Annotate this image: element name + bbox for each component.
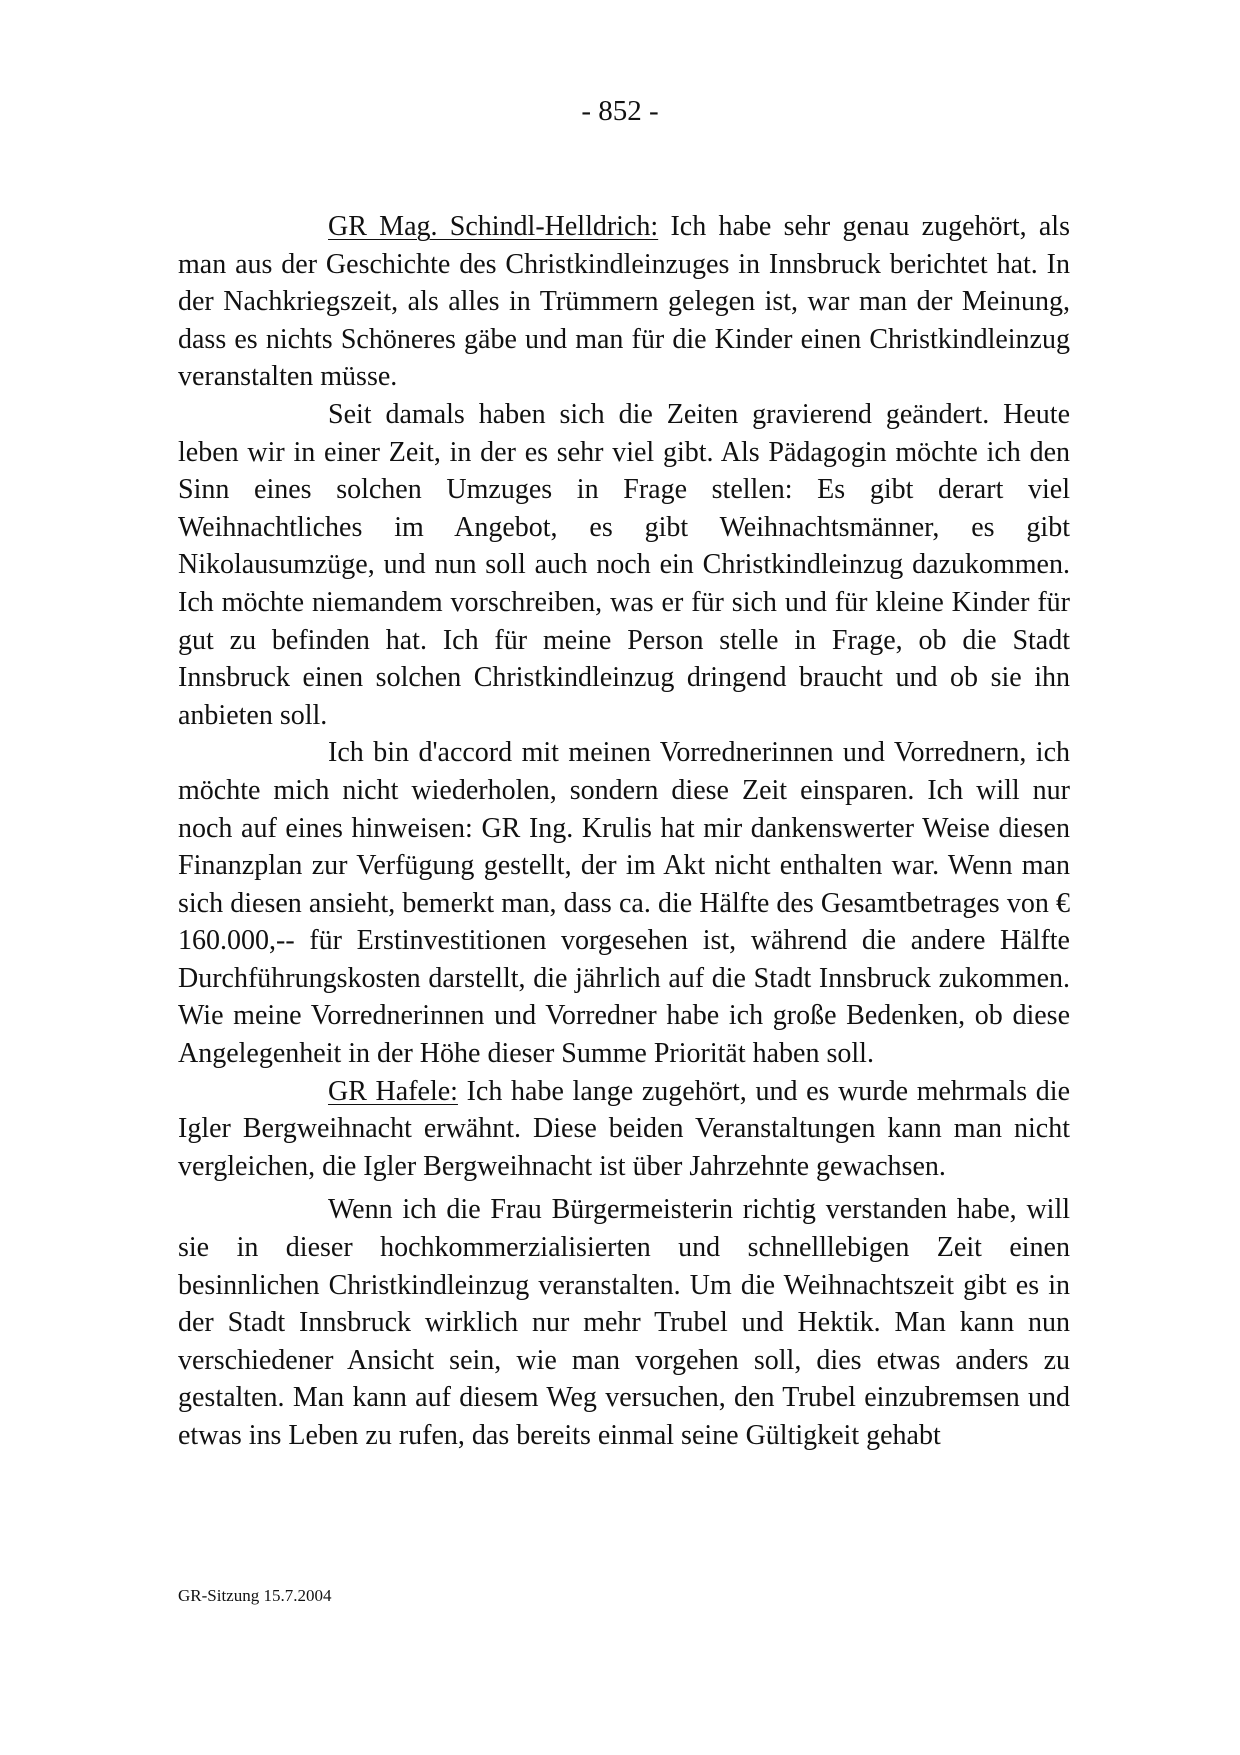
paragraph-text: Ich habe sehr genau zugehört, als man aus der Geschichte des Christkindleinzuges in Innsbruck berichtet hat. In der Nachkriegszeit, als alles in Trümmern gelegen ist, war man der Meinung, dass es nichts Schöneres gäbe und man für die Kinder einen Christkindleinzug veranstalten müsse. [178,211,1070,393]
footer-session-date: GR-Sitzung 15.7.2004 [178,1586,332,1605]
speaker-name: GR Mag. Schindl-Helldrich: [328,211,659,242]
paragraph [178,1191,1070,1454]
paragraph-text: Ich habe lange zugehört, und es wurde mehrmals die Igler Bergweihnacht erwähnt. Diese beiden Veranstaltungen kann man nicht vergleichen, die Igler Bergweihnacht ist über Jahrzehnte gewachsen. [178,1075,1070,1182]
paragraph-text: Wenn ich die Frau Bürgermeisterin richtig verstanden habe, will sie in dieser hochkommerzialisierten und schnelllebigen Zeit einen besinnlichen Christkindleinzug veranstalten. Um die Weihnachtszeit gibt es in der Stadt Innsbruck wirklich nur mehr Trubel und Hektik. Man kann nun verschiedener Ansicht sein, wie man vorgehen soll, dies etwas anders zu gestalten. Man kann auf diesem Weg versuchen, den Trubel einzubremsen und etwas ins Leben zu rufen, das bereits einmal seine Gültigkeit gehabt [178,1194,1070,1451]
paragraph-text: Ich bin d'accord mit meinen Vorrednerinnen und Vorrednern, ich möchte mich nicht wiederholen, sondern diese Zeit einsparen. Ich will nur noch auf eines hinweisen: GR Ing. Krulis hat mir dankenswerter Weise diesen Finanzplan zur Verfügung gestellt, der im Akt nicht enthalten war. Wenn man sich diesen ansieht, bemerkt man, dass ca. die Hälfte des Gesamtbetrages von € 160.000,-- für Erstinvestitionen vorgesehen ist, während die andere Hälfte Durchführungskosten darstellt, die jährlich auf die Stadt Innsbruck zukommen. Wie meine Vorrednerinnen und Vorredner habe ich große Bedenken, ob diese Angelegenheit in der Höhe dieser Summe Priorität haben soll. [178,737,1070,1070]
paragraph-text: Seit damals haben sich die Zeiten gravierend geändert. Heute leben wir in einer Zeit, in der es sehr viel gibt. Als Pädagogin möchte ich den Sinn eines solchen Umzuges in Frage stellen: Es gibt derart viel Weihnachtliches im Angebot, es gibt Weihnachtsmänner, es gibt Nikolausumzüge, und nun soll auch noch ein Christkindleinzug dazukommen. Ich möchte niemandem vorschreiben, was er für sich und für kleine Kinder für gut zu befinden hat. Ich für meine Person stelle in Frage, ob die Stadt Innsbruck einen solchen Christkindleinzug dringend braucht und ob sie ihn anbieten soll. [178,398,1070,731]
paragraph [178,396,1070,734]
document-body [178,208,1070,1455]
paragraph-schindl-helldrich [178,208,1070,396]
paragraph-hafele [178,1073,1070,1186]
page-number: - 852 - [581,95,659,127]
speaker-name: GR Hafele: [328,1075,458,1107]
paragraph [178,734,1070,1072]
